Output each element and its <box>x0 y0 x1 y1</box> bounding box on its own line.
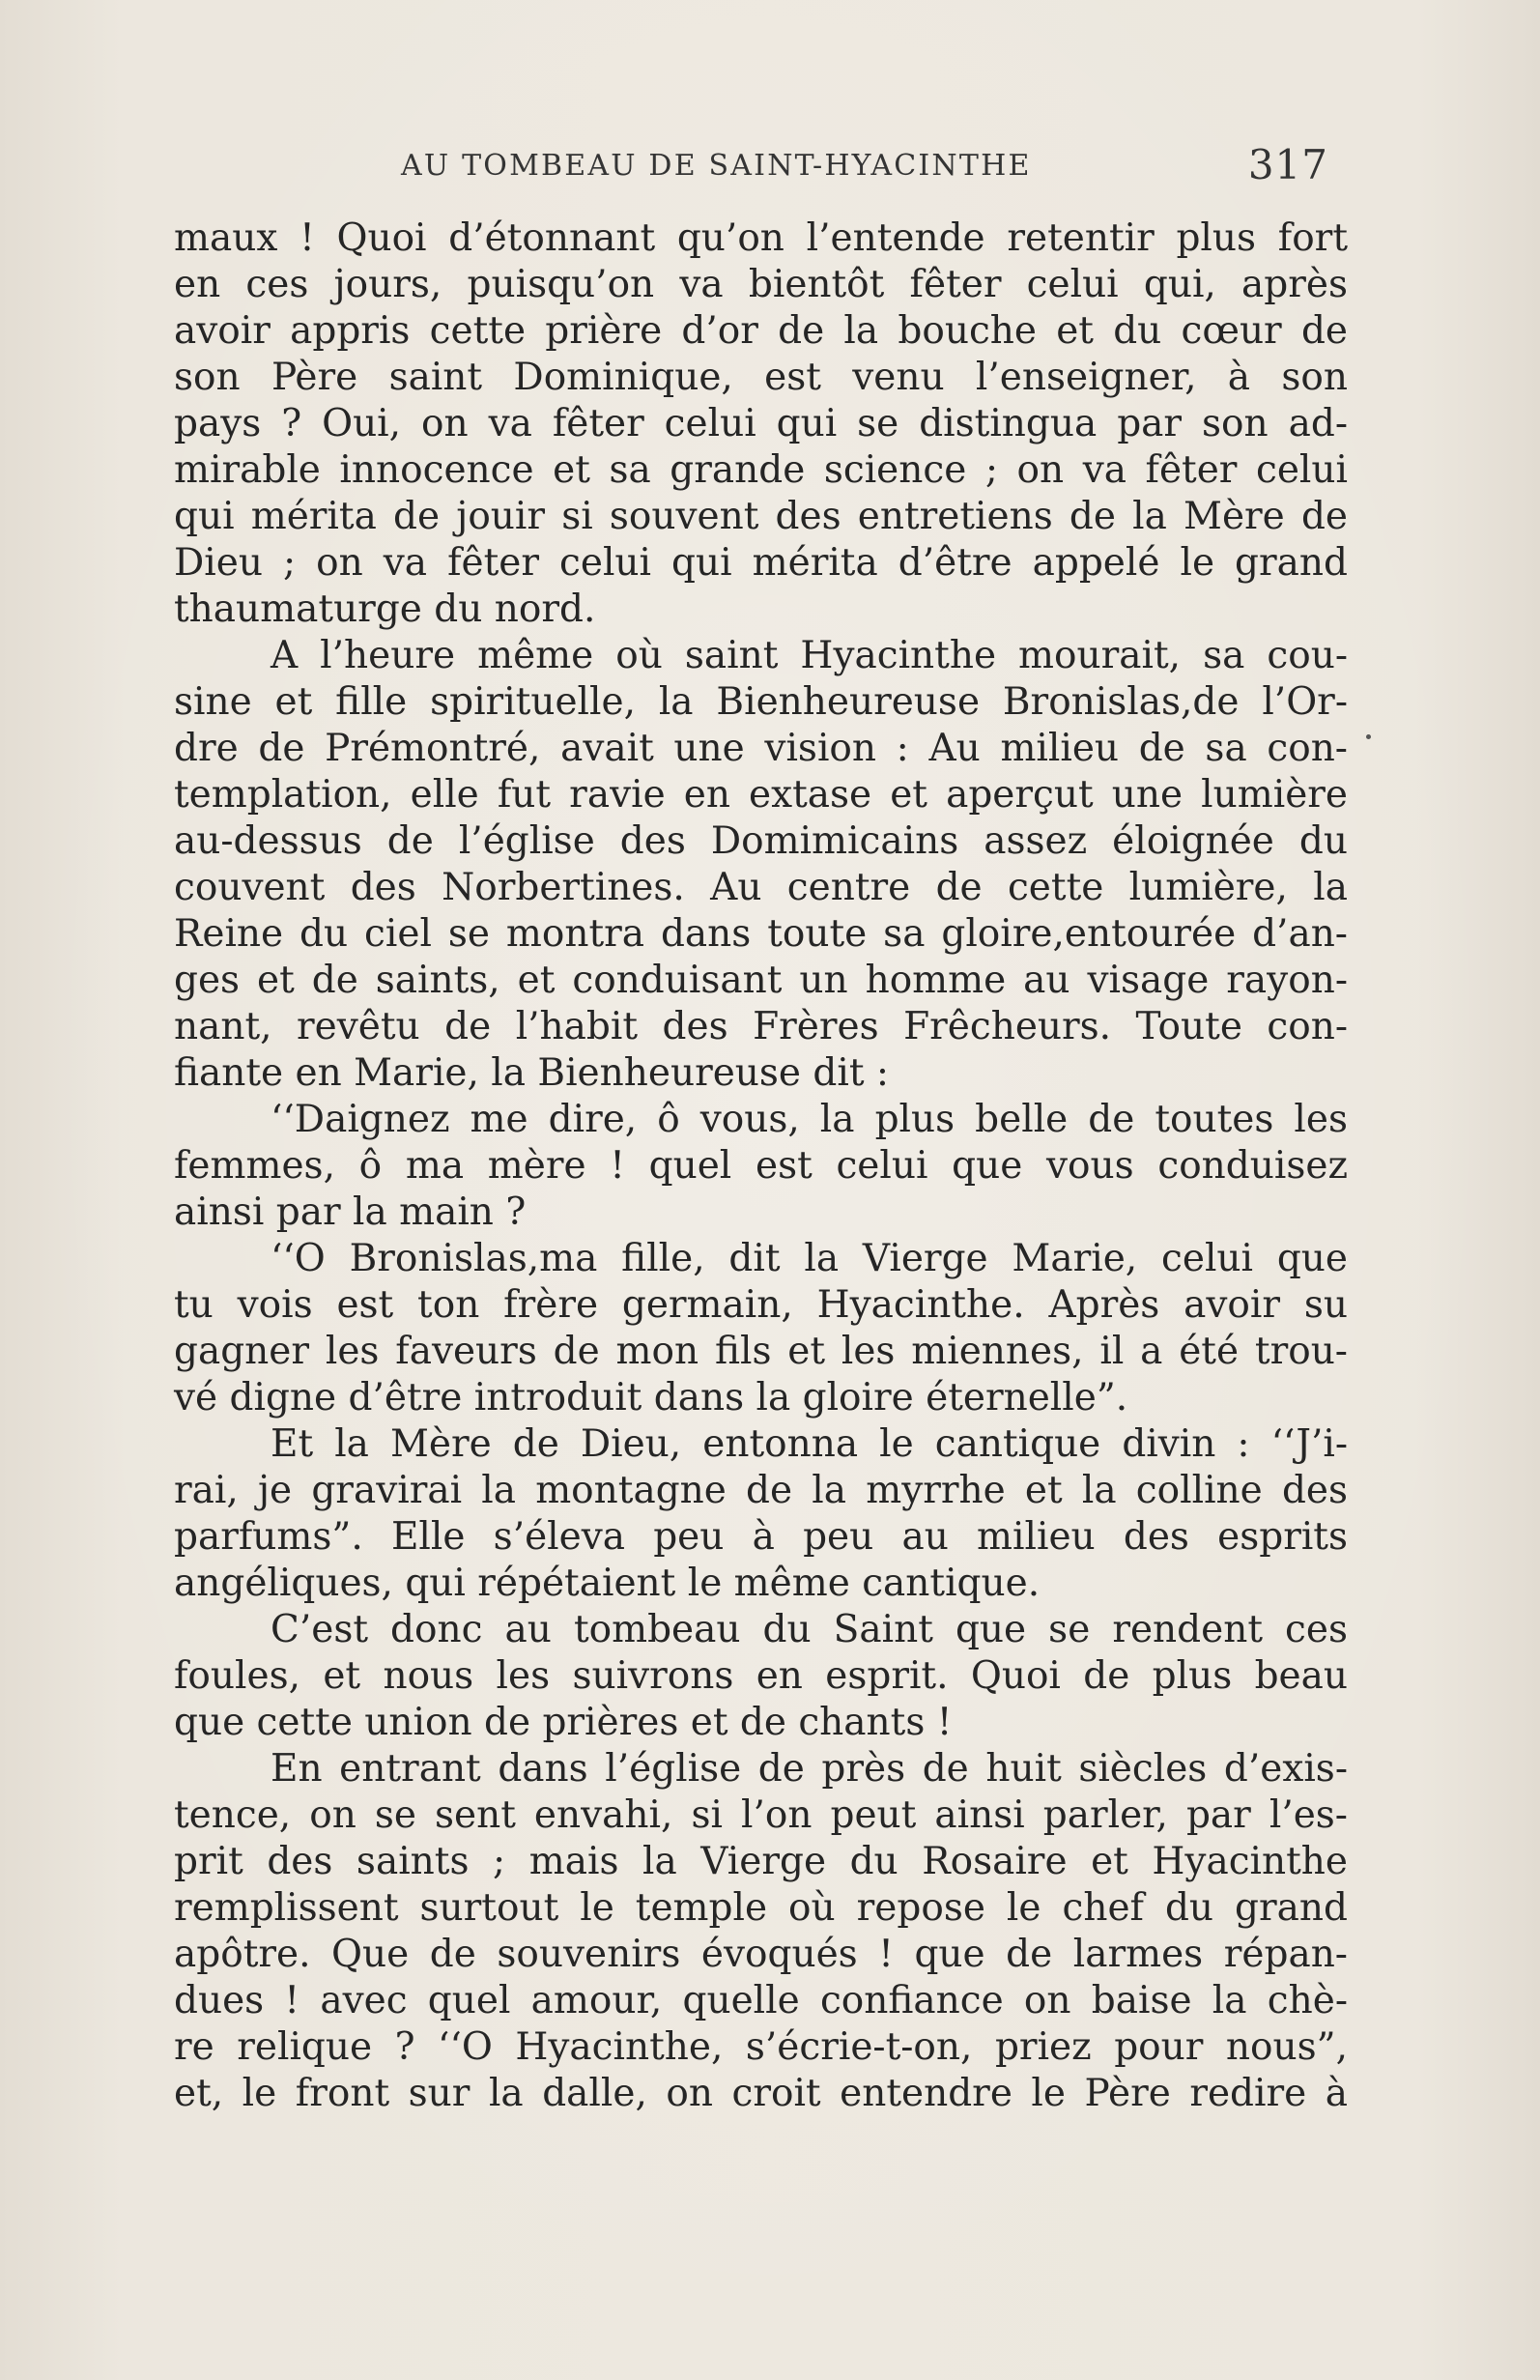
text-line: fiante en Marie, la Bienheureuse dit : <box>174 1051 890 1095</box>
text-line: tu vois est ton frère germain, Hyacinthe. Après avoir su <box>174 1283 1348 1327</box>
text-line: En entrant dans l’église de près de huit siècles d’exis- <box>271 1747 1348 1791</box>
text-line: femmes, ô ma mère ! quel est celui que vous conduisez <box>174 1144 1348 1188</box>
text-line: son Père saint Dominique, est venu l’enseigner, à son <box>174 356 1348 399</box>
text-line: pays ? Oui, on va fêter celui qui se distingua par son ad- <box>174 402 1348 445</box>
text-line: nant, revêtu de l’habit des Frères Frêcheurs. Toute con- <box>174 1005 1348 1048</box>
text-line: re relique ? ‘‘O Hyacinthe, s’écrie-t-on, priez pour nous”, <box>174 2025 1348 2069</box>
text-line: dues ! avec quel amour, quelle confiance on baise la chè- <box>174 1979 1348 2022</box>
text-line: A l’heure même où saint Hyacinthe mourait, sa cou- <box>271 634 1348 677</box>
text-line: maux ! Quoi d’étonnant qu’on l’entende retentir plus fort <box>174 216 1348 260</box>
text-line: tence, on se sent envahi, si l’on peut ainsi parler, par l’es- <box>174 1793 1348 1837</box>
text-line: gagner les faveurs de mon fils et les miennes, il a été trou- <box>174 1330 1348 1373</box>
page-header <box>174 141 1353 199</box>
text-line: ges et de saints, et conduisant un homme au visage rayon- <box>174 959 1348 1002</box>
text-line: avoir appris cette prière d’or de la bouche et du cœur de <box>174 309 1348 353</box>
text-line: Reine du ciel se montra dans toute sa gloire,entourée d’an- <box>174 912 1348 956</box>
margin-ink-dot <box>1366 734 1371 739</box>
text-line: au-dessus de l’église des Domimicains assez éloignée du <box>174 819 1348 863</box>
text-line: en ces jours, puisqu’on va bientôt fêter celui qui, après <box>174 263 1348 306</box>
text-line: rai, je gravirai la montagne de la myrrhe et la colline des <box>174 1469 1348 1512</box>
text-line: prit des saints ; mais la Vierge du Rosaire et Hyacinthe <box>174 1840 1348 1883</box>
text-line: remplissent surtout le temple où repose le chef du grand <box>174 1886 1348 1930</box>
text-line: mirable innocence et sa grande science ; on va fêter celui <box>174 448 1348 492</box>
running-head: AU TOMBEAU DE SAINT-HYACINTHE <box>401 149 1032 183</box>
text-line: ainsi par la main ? <box>174 1190 527 1234</box>
text-line: et, le front sur la dalle, on croit entendre le Père redire à <box>174 2072 1348 2115</box>
text-line: thaumaturge du nord. <box>174 588 596 631</box>
text-line: sine et fille spirituelle, la Bienheureuse Bronislas,de l’Or- <box>174 680 1348 724</box>
page-number: 317 <box>1247 141 1328 188</box>
text-line: templation, elle fut ravie en extase et aperçut une lumière <box>174 773 1348 817</box>
text-line: Et la Mère de Dieu, entonna le cantique divin : ‘‘J’i- <box>271 1422 1348 1466</box>
text-line: Dieu ; on va fêter celui qui mérita d’être appelé le grand <box>174 541 1348 585</box>
body-text <box>174 216 1348 2159</box>
text-line: que cette union de prières et de chants ! <box>174 1701 953 1744</box>
text-line: ‘‘Daignez me dire, ô vous, la plus belle de toutes les <box>271 1098 1348 1141</box>
text-line: C’est donc au tombeau du Saint que se rendent ces <box>271 1608 1348 1651</box>
text-line: ‘‘O Bronislas,ma fille, dit la Vierge Marie, celui que <box>271 1237 1348 1280</box>
text-line: foules, et nous les suivrons en esprit. Quoi de plus beau <box>174 1654 1348 1698</box>
text-line: couvent des Norbertines. Au centre de cette lumière, la <box>174 866 1348 909</box>
text-line: dre de Prémontré, avait une vision : Au milieu de sa con- <box>174 727 1348 770</box>
text-line: parfums”. Elle s’éleva peu à peu au milieu des esprits <box>174 1515 1348 1559</box>
text-line: vé digne d’être introduit dans la gloire éternelle”. <box>174 1376 1128 1419</box>
text-line: qui mérita de jouir si souvent des entretiens de la Mère de <box>174 495 1348 538</box>
text-line: angéliques, qui répétaient le même cantique. <box>174 1562 1041 1605</box>
text-line: apôtre. Que de souvenirs évoqués ! que de larmes répan- <box>174 1933 1348 1976</box>
